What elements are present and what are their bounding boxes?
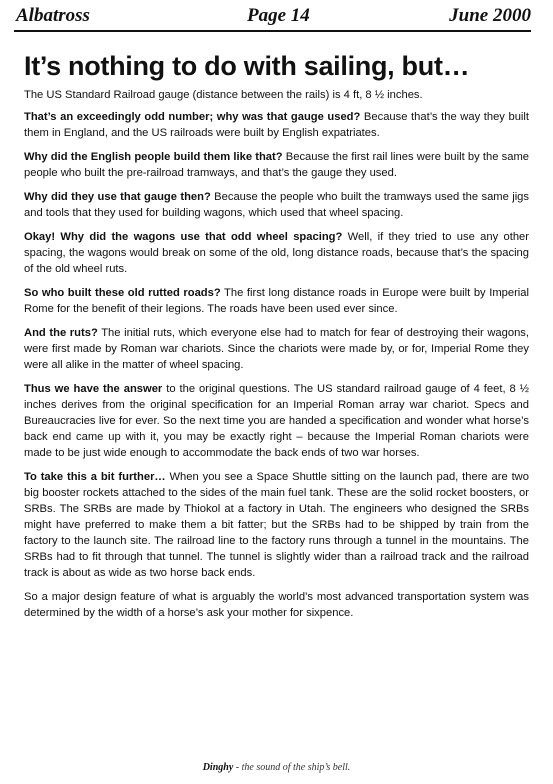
- paragraph-space-shuttle: [24, 469, 529, 581]
- question-lead: Okay! Why did the wagons use that odd wheel spacing?: [24, 231, 343, 243]
- question-lead: Why did the English people build them like that?: [24, 151, 283, 163]
- question-lead: To take this a bit further…: [24, 471, 166, 483]
- paragraph-text: to the original questions. The US standard railroad gauge of 4 feet, 8 ½ inches derives from the original specification for an Imperial Roman array war chariot. Specs and Bureaucracies live for ever. So the next time you are handed a specification and wonder what horse’s back end came up with it, you may be exactly right – because the Imperial Roman chariots were made to be just wide enough to accommodate the back ends of two war horses.: [24, 383, 529, 459]
- page-number: Page 14: [247, 5, 310, 26]
- paragraph-text: Because the people who built the tramways used the same jigs and tools that they used for building wagons, which used that wheel spacing.: [24, 191, 529, 219]
- question-lead: Thus we have the answer: [24, 383, 163, 395]
- paragraph-intro: [24, 87, 529, 103]
- paragraph-text: Because that’s the way they built them in England, and the US railroads were built by English expatriates.: [24, 111, 529, 139]
- paragraph-text: The first long distance roads in Europe were built by Imperial Rome for the benefit of their legions. The roads have been used ever since.: [24, 287, 529, 315]
- article-body: [24, 87, 529, 629]
- paragraph-english: [24, 149, 529, 181]
- paragraph-tramways: [24, 189, 529, 221]
- paragraph-text: Well, if they tried to use any other spacing, the wagons would break on some of the old, long distance roads, because that’s the spacing of the old wheel ruts.: [24, 231, 529, 275]
- paragraph-text: The initial ruts, which everyone else had to match for fear of destroying their wagons, were first made by Roman war chariots. Since the chariots were made by, or for, Imperial Rome they were all alike in the matter of wheel spacing.: [24, 327, 529, 371]
- question-lead: And the ruts?: [24, 327, 98, 339]
- page-header: [14, 4, 531, 32]
- paragraph-answer: [24, 381, 529, 461]
- paragraph-odd-number: [24, 109, 529, 141]
- footer-tagline: - the sound of the ship’s bell.: [233, 762, 351, 773]
- question-lead: That’s an exceedingly odd number; why was that gauge used?: [24, 111, 361, 123]
- paragraph-text: Because the first rail lines were built by the same people who built the pre-railroad tramways, and that’s the gauge they used.: [24, 151, 529, 179]
- issue-date: June 2000: [449, 5, 531, 26]
- paragraph-text: When you see a Space Shuttle sitting on the launch pad, there are two big booster rockets attached to the sides of the main fuel tank. These are the solid rocket boosters, or SRBs. The SRBs are made by Thiokol at a factory in Utah. The engineers who designed the SRBs might have preferred to make them a bit fatter; but the SRBs had to be shipped by train from the factory to the launch site. The railroad line to the factory runs through a tunnel in the mountains. The SRBs had to fit through that tunnel. The tunnel is slightly wider than a railroad track and the railroad track is about as wide as two horse back ends.: [24, 471, 529, 579]
- footer-brand: Dinghy: [202, 762, 234, 773]
- paragraph-roads: [24, 285, 529, 317]
- paragraph-conclusion: [24, 589, 529, 621]
- paragraph-wheel-spacing: [24, 229, 529, 277]
- paragraph-text: So a major design feature of what is arguably the world’s most advanced transportation system was determined by the width of a horse’s ask your mother for sixpence.: [24, 591, 529, 619]
- paragraph-ruts: [24, 325, 529, 373]
- question-lead: So who built these old rutted roads?: [24, 287, 221, 299]
- question-lead: Why did they use that gauge then?: [24, 191, 211, 203]
- paragraph-text: The US Standard Railroad gauge (distance between the rails) is 4 ft, 8 ½ inches.: [24, 89, 423, 101]
- article-title: It’s nothing to do with sailing, but…: [24, 51, 470, 81]
- page-footer: [0, 762, 553, 773]
- newsletter-name: Albatross: [16, 5, 90, 26]
